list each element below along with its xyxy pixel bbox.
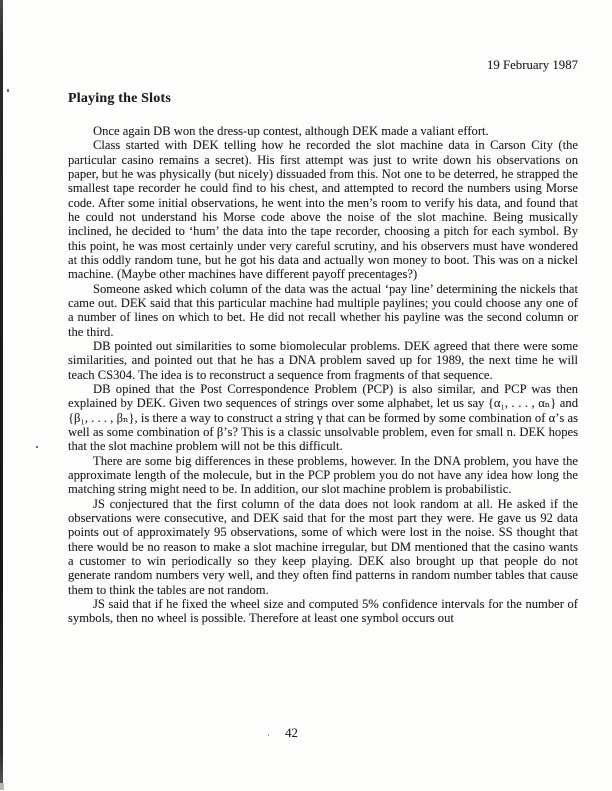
paragraph: DB pointed out similarities to some biomolecular problems. DEK agreed that there were some similarities, and pointed out that he has a DNA problem saved up for 1989, the next time he will teach CS304. The idea is to reconstruct a sequence from fragments of that sequence.: [68, 338, 578, 382]
paragraph: Once again DB won the dress-up contest, although DEK made a valiant effort.: [93, 124, 489, 138]
document-body: [68, 124, 578, 625]
paragraph: JS said that if he fixed the wheel size and computed 5% confidence intervals for the number of symbols, then no wheel is possible. Therefore at least one symbol occurs out: [68, 596, 578, 626]
page-number: 42: [285, 726, 298, 740]
paragraph: Class started with DEK telling how he recorded the slot machine data in Carson City (the particular casino remains a secret). His first attempt was just to write down his observations on paper, but he was physically (but nicely) dissuaded from this. Not one to be deterred, he strapped the smallest tape recorder he could find to his chest, and attempted to record the numbers using Morse code. After some initial observations, he went into the men’s room to verify his data, and found that he could not understand his Morse code above the noise of the slot machine. Being musically inclined, he decided to ‘hum’ the data into the tape recorder, choosing a pitch for each symbol. By this point, he was most certainly under very careful scrutiny, and his observers must have wondered at this oddly random tune, but he got his data and actually won money to boot. This was on a nickel machine. (Maybe other machines have different payoff precentages?): [68, 138, 578, 282]
scan-speck: [36, 446, 38, 448]
date-line: 19 February 1987: [487, 58, 578, 72]
scan-speck: [7, 89, 9, 92]
paragraph: DB opined that the Post Correspondence Problem (PCP) is also similar, and PCP was then explained by DEK. Given two sequences of strings over some alphabet, let us say {α₁, . . . , αₙ} and {β₁, . . . , βₙ}, is there a way to construct a string γ that can be formed by some combination of α’s as well as some combination of β’s? This is a classic unsolvable problem, even for small n. DEK hopes that the slot machine problem will not be this difficult.: [68, 381, 578, 454]
paragraph: Someone asked which column of the data was the actual ‘pay line’ determining the nickels that came out. DEK said that this particular machine had multiple paylines; you could choose any one of a number of lines on which to bet. He did not recall whether his payline was the second column or the third.: [68, 281, 578, 339]
scanner-edge-artifact: [0, 0, 3, 783]
scanner-edge-artifact-foot: [0, 783, 4, 790]
paragraph: JS conjectured that the first column of the data does not look random at all. He asked if the observations were consecutive, and DEK said that for the most part they were. He gave us 92 data points out of approximately 95 observations, some of which were lost in the noise. SS thought that there would be no reason to make a slot machine irregular, but DM mentioned that the casino wants a customer to win periodically so they keep playing. DEK also brought up that people do not generate random numbers very well, and they often find patterns in random number tables that cause them to think the tables are not random.: [68, 496, 578, 597]
page-title: Playing the Slots: [68, 91, 171, 106]
paragraph: There are some big differences in these problems, however. In the DNA problem, you have the approximate length of the molecule, but in the PCP problem you do not have any idea how long the matching string might need to be. In addition, our slot machine problem is probabilistic.: [68, 453, 578, 497]
